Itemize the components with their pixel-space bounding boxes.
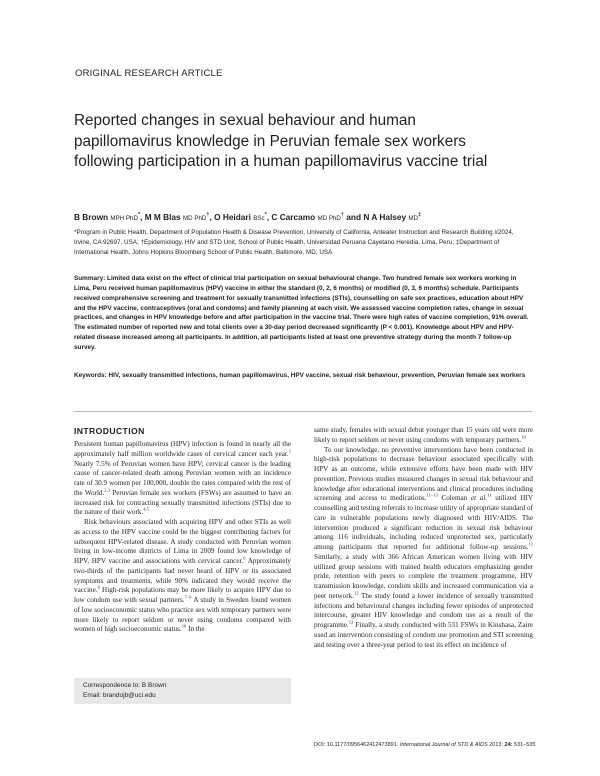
keywords-block [74,371,532,381]
body-column-right [314,426,533,650]
text-run: Approximately two-thirds of the participants had never heard of HPV or its associated symptoms and treatments, while 90% indicated they would receive the vaccine. [74,557,291,595]
citation-ref: 11–13 [426,492,438,498]
author-degrees: MD PhD [182,215,207,222]
summary-block [74,274,532,353]
citation-ref: 11 [487,492,492,498]
citation-ref: 4,5 [143,506,149,512]
paragraph [314,426,533,446]
author-name: M M Blas [144,212,181,222]
correspondence-box [74,678,291,704]
citation-ref: 12 [354,590,359,596]
citation-ref: 1 [288,448,291,454]
italic-text: et al. [470,494,488,503]
correspondence-line: Correspondence to: B Brown [83,682,167,689]
text-run: In the [186,625,205,634]
text-run: The study found a lower incidence of sexually transmitted infections and behavioural changes including fewer episodes of unprotected intercourse, greater HIV knowledge and condom use as a result of the programme. [314,591,534,629]
text-run: A study in Sweden found women of low socioeconomic status who practice sex with temporary partners were more likely to report seldom or never using condoms compared with women of high socioeconomic status. [74,596,291,634]
footer-volume: 24: [504,742,513,748]
footer-doi: DOI: 10.1177/0956462412473891. [314,742,399,748]
summary-text: Limited data exist on the effect of clinical trial participation on sexual behavioural change. Two hundred female sex workers working in Lima, Peru received human papillomavirus (HPV) vaccine in either the standard (0, 2, 6 months) or modified (0, 3, 6 months) schedule. Participants received comprehensive screening and treatment for sexually transmitted infections (STIs), counselling on safe sex practices, education about HPV and the HPV vaccine, contraceptives (oral and condoms) and family planning at each visit. We assessed vaccine completion rates, change in sexual practices, and changes in HPV knowledge before and after participation in the vaccine trial. There were high rates of vaccine completion, 91% overall. The estimated number of reported new and total clients over a 30-day period decreased significantly (P < 0.001). Knowledge about HPV and HPV-related disease increased among all participants. In addition, all participants listed at least one preventive strategy during the month 7 follow-up survey. [74,275,529,351]
text-run: High-risk populations may be more likely to acquire HPV due to low condom use with sexual partners. [74,586,291,604]
author-affiliation-mark: * [264,212,267,219]
citation-ref: 12 [348,619,354,625]
text-run: Similarly, a study with 366 African American women living with HIV utilized group sessions with trained health educators emphasizing gender pride, retention with peers to complete the treatment programme, HIV transmission knowledge, condom skills and increased communication via a peer network. [314,552,533,600]
citation-ref: 11 [528,541,533,547]
author-degrees: BSc [253,215,265,222]
text-run: same study, females with sexual debut younger than 15 years old were more likely to report seldom or never using condoms with temporary partners. [314,426,533,444]
paragraph [74,440,291,518]
text-run: Risk behaviours associated with acquiring HPV and other STIs as well as access to the HPV vaccine could be the biggest contributing factors for subsequent HPV-related disease. A study conducted with Peruvian women living in low-income districts of Lima in 2009 found low knowledge of HPV, HPV vaccine and associations with cervical cancer. [74,518,291,565]
text-run: To our knowledge, no preventive interventions have been conducted in high-risk populations to decrease behaviour associated specifically with HPV as an outcome, while extensive efforts have been made with HIV prevention. Previous studies measured changes in sexual risk behaviour and knowledge after educational interventions and clinical procedures including screening and access to medications. [314,445,533,503]
paragraph [74,518,291,635]
author-degrees: MPH PhD [110,215,138,222]
affiliations: *Program in Public Health, Department of Population Health & Disease Prevention, University of California, Anteater Instruction and Research Building #2024, Irvine, CA 92697, USA; †Epidemiology, HIV and STD Unit, School of Public Health, Universidad Peruana Cayetano Heredia, Lima, Peru; ‡Department of International Health, Johns Hopkins Bloomberg School of Public Health, Baltimore, MD, USA [74,229,514,256]
authors-and: and [346,212,362,222]
body-column-left [74,440,291,635]
author-affiliation-mark: ‡ [418,212,422,219]
keywords-text: HIV, sexually transmitted infections, human papillomavirus, HPV vaccine, sexual risk behaviour, prevention, Peruvian female sex workers [108,372,526,379]
author-affiliation-mark: † [206,212,210,219]
text-run: Persistent human papillomavirus (HPV) infection is found in nearly all the approximately half million worldwide cases of cervical cancer each year. [74,440,291,458]
footer-year: 2013; [489,742,503,748]
footer-journal: International Journal of STD & AIDS [399,742,488,748]
article-type: ORIGINAL RESEARCH ARTICLE [75,68,223,79]
citation-ref: 2,3 [104,487,111,493]
article-title: Reported changes in sexual behaviour and human papillomavirus knowledge in Peruvian female sex workers following participation in a human papillomavirus vaccine trial [74,112,488,170]
author-list: B Brown MPH PhD*, M M Blas MD PhD†, O Heidari BSc*, C Carcamo MD PhD† and N A Halsey MD‡ [74,212,422,222]
author-affiliation-mark: † [340,212,344,219]
author-name: N A Halsey [363,212,407,222]
section-divider [74,411,532,412]
text-run: Nearly 7.5% of Peruvian women have HPV; cervical cancer is the leading cause of cancer-related death among Peruvian women with an incidence rate of 30.9 women per 100,000, double the rates compared with the rest of the World. [74,459,291,497]
author-name: O Heidari [214,212,251,222]
text-run: Peruvian female sex workers (FSWs) are assumed to have an increased risk for contracting sexually transmitted infections (STIs) due to the nature of their work. [74,488,291,517]
text-run: Finally, a study conducted with 531 FSWs in Kinshasa, Zaire used an intervention consisting of condom use promotion and STI screening and testing over a three-year period to test its effect on incidence of [314,621,533,649]
author-degrees: MD PhD [317,215,341,222]
citation-ref: 10 [521,434,526,440]
citation-ref: 7–9 [184,594,192,600]
correspondence-email: Email: brandojb@uci.edu [83,692,156,699]
citation-ref: 6 [243,555,246,561]
page-footer [314,742,536,748]
text-run: utilized HIV counselling and testing referrals to increase utility of appropriate standard of care in vulnerable populations newly diagnosed with HIV/AIDS. The intervention produced a significant reduction in sexual risk behaviour among 116 individuals, including reduced unprotected sex, particularly among participants that reported for additional follow-up sessions. [314,494,533,551]
citation-ref: 10 [181,623,187,629]
section-heading-introduction: INTRODUCTION [74,426,145,436]
author-degrees: MD [408,215,419,222]
paragraph [314,446,533,651]
citation-ref: 6 [97,584,100,590]
text-run: Coleman [437,494,471,503]
author-name: B Brown [74,212,109,222]
summary-label: Summary: [74,275,106,282]
footer-pages: 531–535 [514,742,536,748]
author-name: C Carcamo [271,212,316,222]
author-affiliation-mark: * [137,212,141,219]
keywords-label: Keywords: [74,372,107,379]
